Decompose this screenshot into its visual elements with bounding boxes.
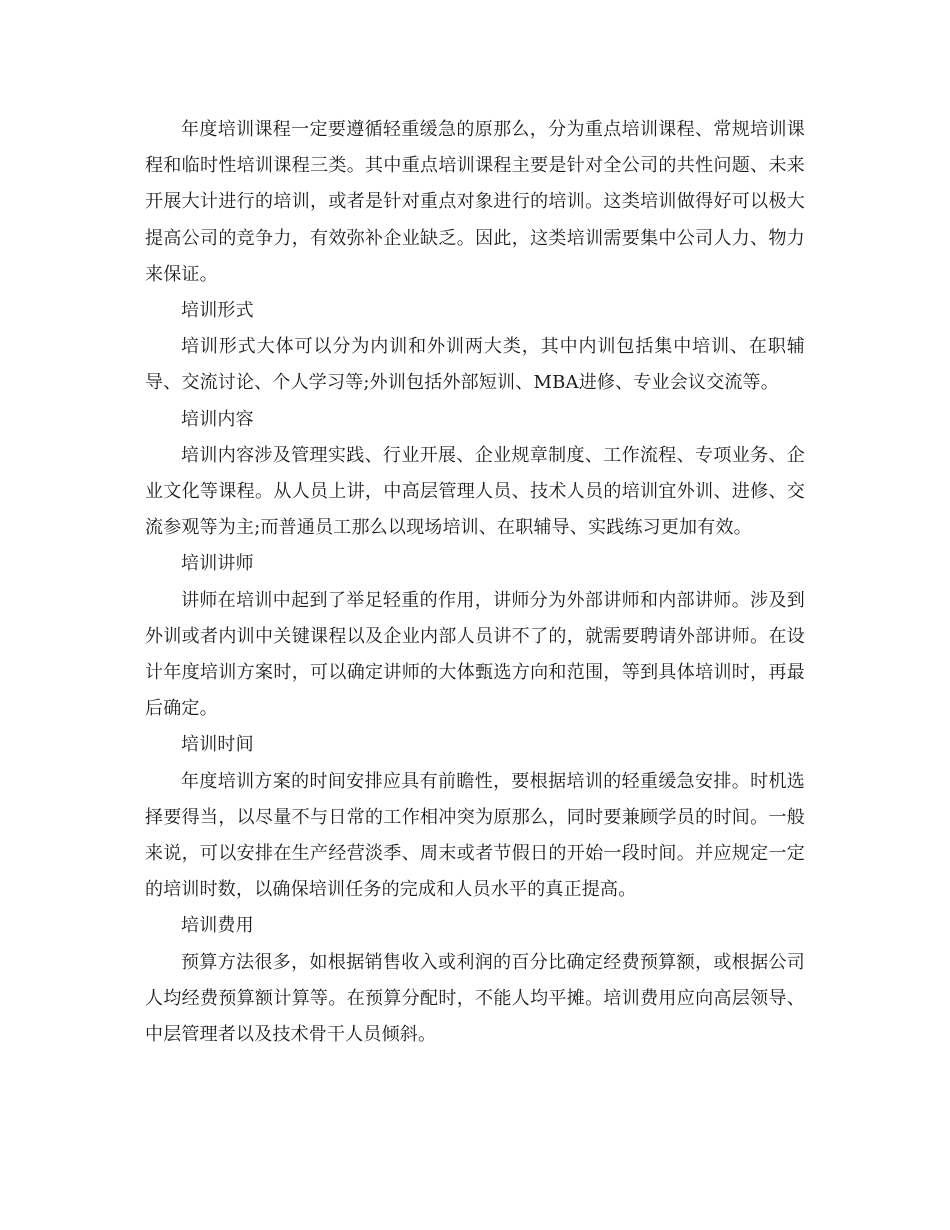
paragraph-training-cost: 预算方法很多，如根据销售收入或利润的百分比确定经费预算额，或根据公司人均经费预算额计算等。在预算分配时，不能人均平摊。培训费用应向高层领导、中层管理者以及技术骨干人员倾斜。 (145, 951, 805, 1046)
paragraph-course-priority: 年度培训课程一定要遵循轻重缓急的原那么，分为重点培训课程、常规培训课程和临时性培训课程三类。其中重点培训课程主要是针对全公司的共性问题、未来开展大计进行的培训，或者是针对重点对象进行的培训。这类培训做得好可以极大提高公司的竞争力，有效弥补企业缺乏。因此，这类培训需要集中公司人力、物力来保证。 (145, 119, 805, 285)
document-page (145, 112, 805, 1053)
paragraph-training-lecturer: 讲师在培训中起到了举足轻重的作用，讲师分为外部讲师和内部讲师。涉及到外训或者内训中关键课程以及企业内部人员讲不了的，就需要聘请外部讲师。在设计年度培训方案时，可以确定讲师的大体甄选方向和范围，等到具体培训时，再最后确定。 (145, 589, 805, 720)
heading-training-cost: 培训费用 (181, 915, 254, 937)
paragraph-training-time: 年度培训方案的时间安排应具有前瞻性，要根据培训的轻重缓急安排。时机选择要得当，以尽量不与日常的工作相冲突为原那么，同时要兼顾学员的时间。一般来说，可以安排在生产经营淡季、周末或者节假日的开始一段时间。并应规定一定的培训时数，以确保培训任务的完成和人员水平的真正提高。 (145, 770, 805, 901)
heading-training-format: 培训形式 (181, 300, 254, 322)
paragraph-training-format: 培训形式大体可以分为内训和外训两大类，其中内训包括集中培训、在职辅导、交流讨论、个人学习等;外训包括外部短训、MBA进修、专业会议交流等。 (145, 336, 805, 394)
paragraph-training-content: 培训内容涉及管理实践、行业开展、企业规章制度、工作流程、专项业务、企业文化等课程。从人员上讲，中高层管理人员、技术人员的培训宜外训、进修、交流参观等为主;而普通员工那么以现场培训、在职辅导、实践练习更加有效。 (145, 444, 805, 539)
heading-training-content: 培训内容 (181, 408, 254, 430)
heading-training-time: 培训时间 (181, 734, 254, 756)
heading-training-lecturer: 培训讲师 (181, 553, 254, 575)
